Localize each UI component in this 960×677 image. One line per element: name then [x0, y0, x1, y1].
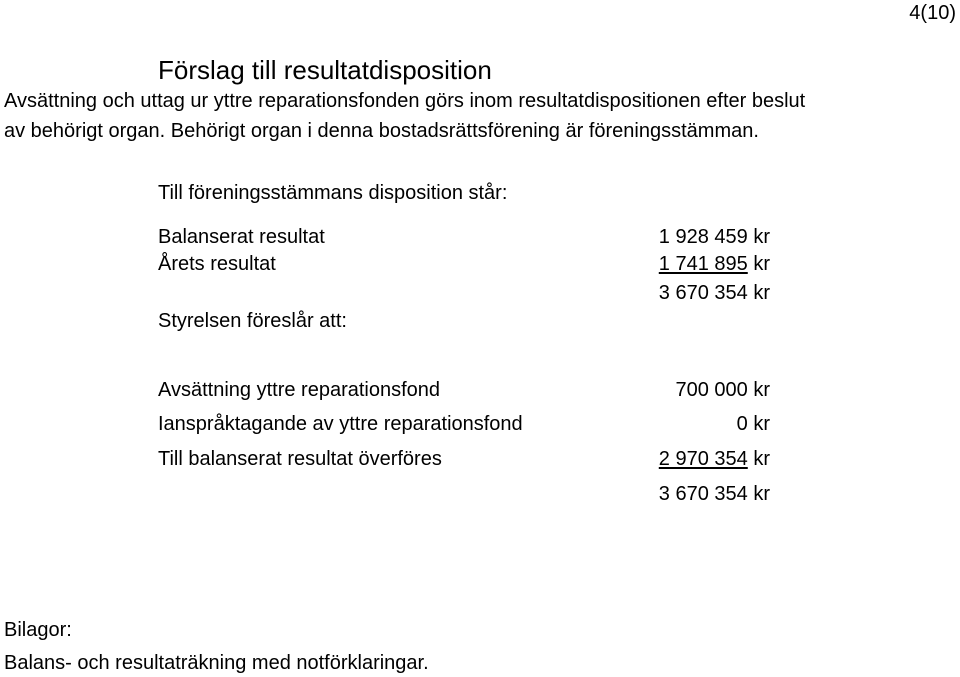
attachments-heading: Bilagor:	[4, 619, 72, 641]
row-amount-till-balanserat	[659, 449, 770, 469]
attachments-item: Balans- och resultaträkning med notförklaringar.	[4, 652, 429, 674]
row-label-till-balanserat: Till balanserat resultat överföres	[158, 448, 442, 470]
intro-line-2: av behörigt organ. Behörigt organ i denna bostadsrättsförening är föreningsstämman.	[4, 120, 759, 142]
disposition-total	[659, 283, 770, 303]
amount-number: 0	[736, 413, 748, 435]
amount-unit: kr	[753, 413, 770, 435]
page-number: 4(10)	[909, 2, 956, 24]
amount-unit: kr	[753, 483, 770, 505]
row-amount-arets-resultat	[659, 254, 770, 274]
row-label-ianspraktagande: Ianspråktagande av yttre reparationsfond	[158, 413, 523, 435]
amount-number: 1 928 459	[658, 226, 748, 248]
amount-number: 700 000	[675, 379, 748, 401]
row-amount-balanserat-resultat	[659, 227, 770, 247]
amount-number: 2 970 354	[658, 448, 748, 470]
amount-unit: kr	[753, 253, 770, 275]
amount-unit: kr	[753, 282, 770, 304]
proposal-total	[659, 484, 770, 504]
row-label-avsattning: Avsättning yttre reparationsfond	[158, 379, 441, 401]
row-amount-avsattning	[675, 380, 770, 400]
amount-number: 1 741 895	[658, 253, 748, 275]
amount-unit: kr	[753, 448, 770, 470]
row-label-arets-resultat: Årets resultat	[158, 253, 276, 275]
amount-number: 3 670 354	[658, 483, 748, 505]
amount-number: 3 670 354	[658, 282, 748, 304]
amount-unit: kr	[753, 226, 770, 248]
proposal-heading: Styrelsen föreslår att:	[158, 310, 347, 332]
row-label-balanserat-resultat: Balanserat resultat	[158, 226, 325, 248]
row-amount-ianspraktagande	[737, 414, 770, 434]
disposition-heading: Till föreningsstämmans disposition står:	[158, 182, 508, 204]
amount-unit: kr	[753, 379, 770, 401]
page-title: Förslag till resultatdisposition	[158, 55, 492, 85]
intro-line-1: Avsättning och uttag ur yttre reparationsfonden görs inom resultatdispositionen efter beslut	[4, 90, 806, 112]
